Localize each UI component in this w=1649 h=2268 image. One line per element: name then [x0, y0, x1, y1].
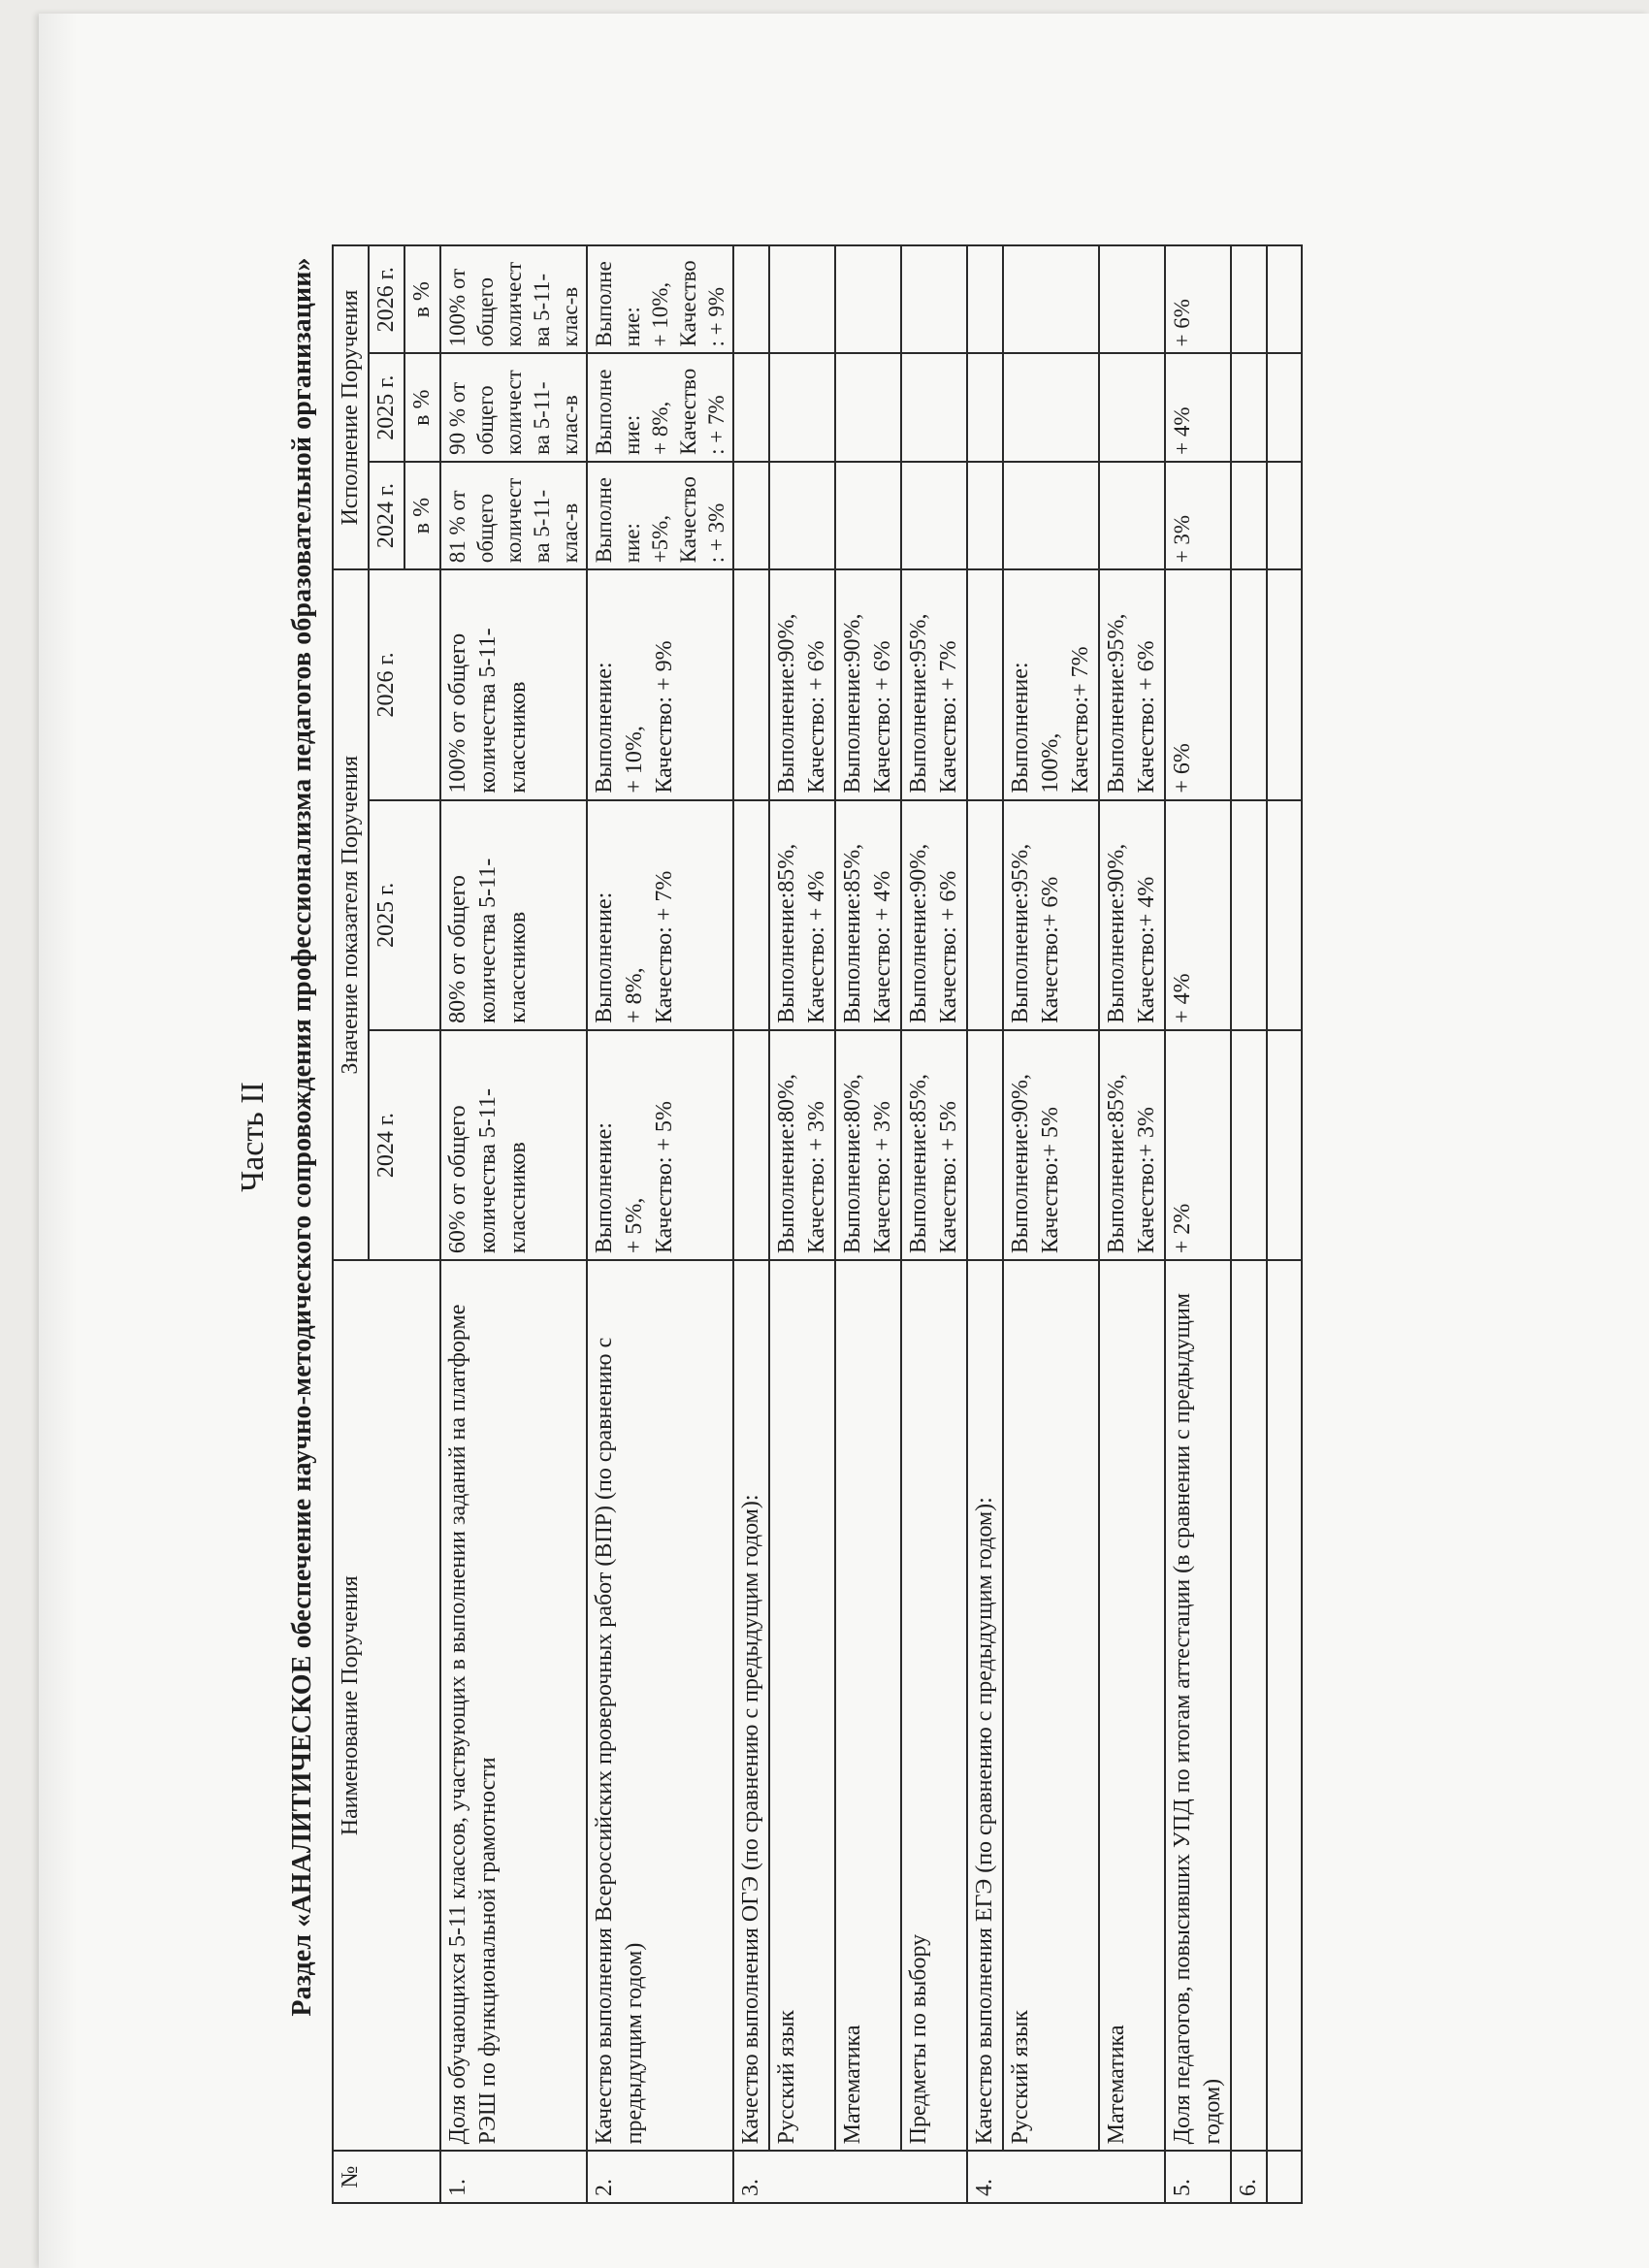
subrow-name: Предметы по выбору — [901, 1260, 967, 2151]
assignment-table — [332, 244, 1303, 2204]
header-exec-year: 2026 г. — [369, 245, 404, 353]
value-2026: Выполнение:90%, Качество: + 6% — [769, 569, 835, 799]
header-execution-group: Исполнение Поручения — [333, 245, 369, 569]
table-row — [440, 245, 587, 2203]
table-row — [967, 245, 1003, 2203]
exec-2026: 100% от общего количест ва 5-11-клас-в — [440, 245, 587, 353]
header-exec-year: 2024 г. — [369, 462, 404, 569]
exec-2024: Выполне ние: +5%, Качество : + 3% — [587, 462, 733, 569]
row-name: Доля обучающихся 5-11 классов, участвующих в выполнении заданий на платформе РЭШ по функциональной грамотности — [440, 1260, 587, 2151]
scanned-page — [39, 14, 1649, 2268]
value-2026: Выполнение: + 10%, Качество: + 9% — [587, 569, 733, 799]
header-values-group: Значение показателя Поручения — [333, 569, 369, 1260]
value-2026: Выполнение:90%, Качество: + 6% — [835, 569, 901, 799]
value-2025: Выполнение:95%, Качество:+ 6% — [1003, 800, 1099, 1030]
row-num: 1. — [440, 2151, 587, 2203]
table-subrow — [1003, 245, 1099, 2203]
subrow-name: Математика — [1099, 1260, 1165, 2151]
row-name: Качество выполнения ОГЭ (по сравнению с предыдущим годом): — [733, 1260, 769, 2151]
subrow-name: Математика — [835, 1260, 901, 2151]
header-exec-year: 2025 г. — [369, 353, 404, 461]
value-2025: Выполнение: + 8%, Качество: + 7% — [587, 800, 733, 1030]
header-value-year: 2026 г. — [369, 569, 440, 799]
row-name: Качество выполнения ЕГЭ (по сравнению с предыдущим годом): — [967, 1260, 1003, 2151]
row-name: Качество выполнения Всероссийских проверочных работ (ВПР) (по сравнению с предыдущим годом) — [587, 1260, 733, 2151]
value-2025: Выполнение:90%, Качество: + 6% — [901, 800, 967, 1030]
value-2025: 80% от общего количества 5-11-классников — [440, 800, 587, 1030]
value-2024: Выполнение:80%, Качество: + 3% — [769, 1030, 835, 1260]
value-2025: Выполнение:90%, Качество:+ 4% — [1099, 800, 1165, 1030]
subrow-name: Русский язык — [769, 1260, 835, 2151]
header-name: Наименование Поручения — [333, 1260, 440, 2151]
exec-2025: 90 % от общего количест ва 5-11-клас-в — [440, 353, 587, 461]
value-2026: 100% от общего количества 5-11-классников — [440, 569, 587, 799]
row-num: 6. — [1231, 2151, 1267, 2203]
exec-2025: + 4% — [1165, 353, 1231, 461]
rotated-content — [217, 60, 1649, 2214]
value-2024: Выполнение:85%, Качество: + 5% — [901, 1030, 967, 1260]
header-value-year: 2024 г. — [369, 1030, 440, 1260]
exec-2024: + 3% — [1165, 462, 1231, 569]
table-row-empty — [1267, 245, 1302, 2203]
value-2026: + 6% — [1165, 569, 1231, 799]
table-row — [587, 245, 733, 2203]
row-num: 3. — [733, 2151, 967, 2203]
value-2026: Выполнение: 100%, Качество:+ 7% — [1003, 569, 1099, 799]
table-row — [1165, 245, 1231, 2203]
table-subrow — [1099, 245, 1165, 2203]
row-num: 5. — [1165, 2151, 1231, 2203]
table-subrow — [769, 245, 835, 2203]
table-subrow — [835, 245, 901, 2203]
value-2024: Выполнение: + 5%, Качество: + 5% — [587, 1030, 733, 1260]
value-2024: Выполнение:90%, Качество:+ 5% — [1003, 1030, 1099, 1260]
row-name: Доля педагогов, повысивших УПД по итогам аттестации (в сравнении с предыдущим годом) — [1165, 1260, 1231, 2151]
value-2024: Выполнение:80%, Качество: + 3% — [835, 1030, 901, 1260]
subrow-name: Русский язык — [1003, 1260, 1099, 2151]
exec-2025: Выполне ние: + 8%, Качество : + 7% — [587, 353, 733, 461]
part-title: Часть II — [235, 1082, 271, 1192]
header-exec-unit: в % — [404, 245, 440, 353]
value-2026: Выполнение:95%, Качество: + 6% — [1099, 569, 1165, 799]
header-value-year: 2025 г. — [369, 800, 440, 1030]
header-exec-unit: в % — [404, 462, 440, 569]
header-exec-unit: в % — [404, 353, 440, 461]
row-num: 2. — [587, 2151, 733, 2203]
row-num: 4. — [967, 2151, 1165, 2203]
value-2024: 60% от общего количества 5-11-классников — [440, 1030, 587, 1260]
value-2024: + 2% — [1165, 1030, 1231, 1260]
exec-2024: 81 % от общего количест ва 5-11-клас-в — [440, 462, 587, 569]
exec-2026: + 6% — [1165, 245, 1231, 353]
value-2025: + 4% — [1165, 800, 1231, 1030]
value-2026: Выполнение:95%, Качество: + 7% — [901, 569, 967, 799]
exec-2026: Выполне ние: + 10%, Качество : + 9% — [587, 245, 733, 353]
value-2024: Выполнение:85%, Качество:+ 3% — [1099, 1030, 1165, 1260]
section-title: Раздел «АНАЛИТИЧЕСКОЕ обеспечение научно-методического сопровождения профессионализма педагогов образовательной организации» — [287, 257, 317, 2017]
header-num: № — [333, 2151, 440, 2203]
value-2025: Выполнение:85%, Качество: + 4% — [835, 800, 901, 1030]
value-2025: Выполнение:85%, Качество: + 4% — [769, 800, 835, 1030]
table-row — [733, 245, 769, 2203]
table-subrow — [901, 245, 967, 2203]
table-row — [1231, 245, 1267, 2203]
